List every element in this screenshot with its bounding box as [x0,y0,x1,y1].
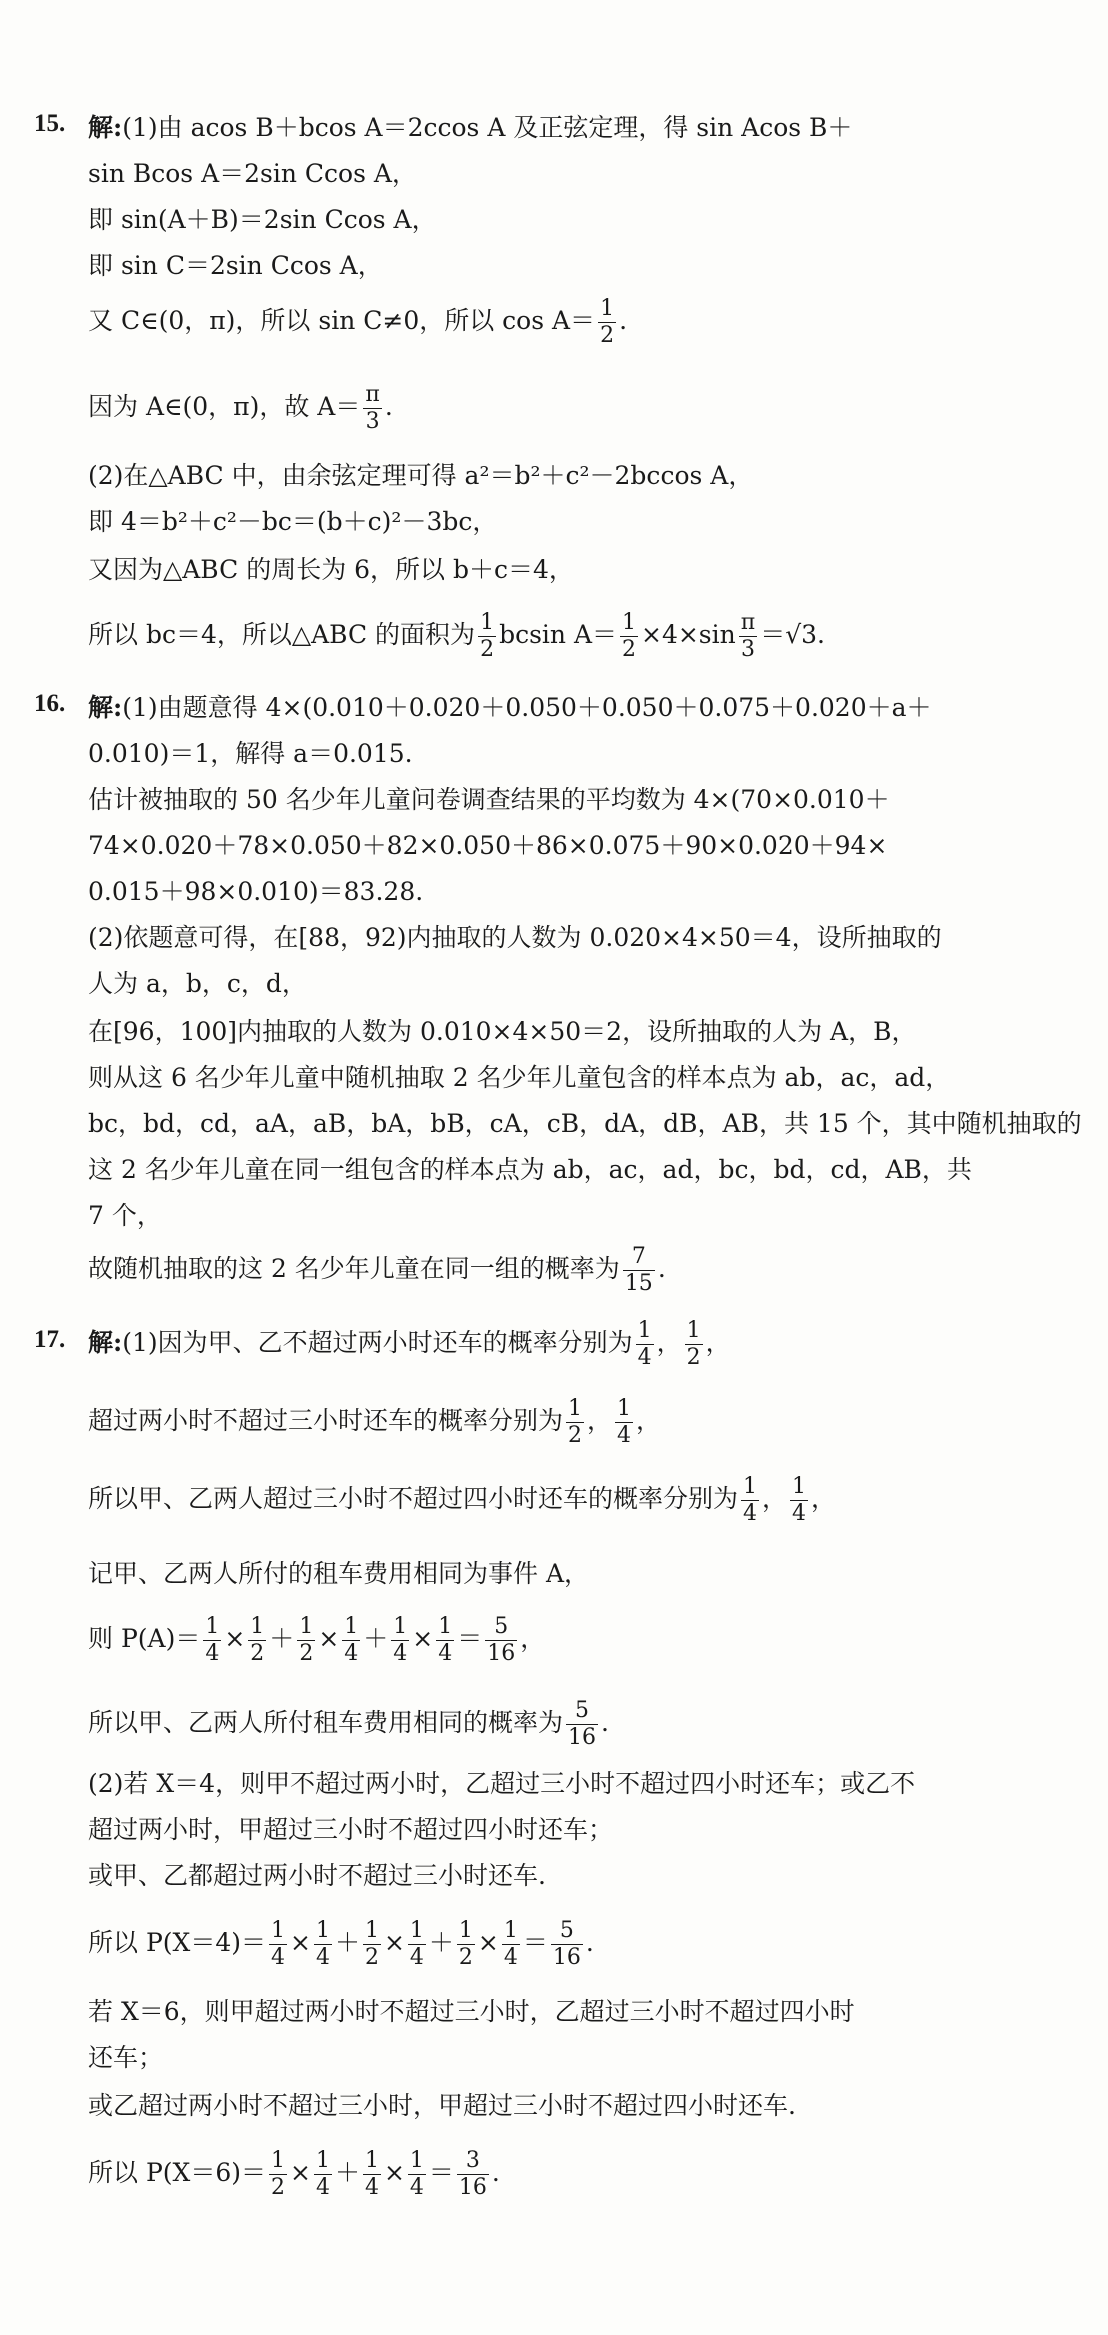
text-line: 所以 bc＝4，所以△ABC 的面积为 $\frac{1}{2}$ bcsin A＝ $\frac{1}{2}$ ×4×sin $\frac{\pi}{3}$ ＝√3. [88,610,825,662]
fraction: $\frac{5}{16}$ [568,1698,597,1750]
fraction: $\frac{1}{4}$ [743,1474,758,1526]
text-line: (2)依题意可得，在[88，92)内抽取的人数为 0.020×4×50＝4，设所抽取的 [88,923,942,952]
fraction: $\frac{1}{2}$ [364,1918,379,1970]
fraction: $\frac{1}{2}$ [686,1318,701,1370]
text-line: 所以甲、乙两人超过三小时不超过四小时还车的概率分别为 $\frac{1}{4}$ ， $\frac{1}{4}$ ， [88,1474,837,1526]
fraction: $\frac{1}{2}$ [299,1614,314,1666]
text-line: 超过两小时，甲超过三小时不超过四小时还车； [88,1815,614,1844]
fraction: $\frac{1}{4}$ [792,1474,807,1526]
text-line: 或甲、乙都超过两小时不超过三小时还车. [88,1861,546,1890]
fraction: $\frac{1}{4}$ [617,1396,632,1448]
fraction: $\frac{\pi}{3}$ [740,610,756,662]
text-line: 即 4＝b²＋c²－bc＝(b＋c)²－3bc， [88,507,498,536]
fraction: $\frac{5}{16}$ [487,1614,516,1666]
text-line: 超过两小时不超过三小时还车的概率分别为 $\frac{1}{2}$ ， $\frac{1}{4}$ ， [88,1396,662,1448]
fraction: $\frac{1}{4}$ [205,1614,220,1666]
text-line: 所以 P(X＝4)＝ $\frac{1}{4}$ × $\frac{1}{4}$ ＋ $\frac{1}{2}$ × $\frac{1}{4}$ ＋ $\frac{1}{2}$ × $\frac{1}{4}$ ＝ $\frac{5}{16}$ . [88,1918,594,1970]
fraction: $\frac{1}{4}$ [315,2148,330,2200]
fraction: $\frac{1}{2}$ [458,1918,473,1970]
fraction: $\frac{3}{16}$ [458,2148,487,2200]
text-line: 或乙超过两小时不超过三小时，甲超过三小时不超过四小时还车. [88,2091,796,2120]
fraction: $\frac{1}{2}$ [270,2148,285,2200]
text-line: 即 sin C＝2sin Ccos A， [88,251,383,280]
text-line: bc，bd，cd，aA，aB，bA，bB，cA，cB，dA，dB，AB，共 15 个，其中随机抽取的 [88,1109,1082,1138]
text-line: 解:(1)由 acos B＋bcos A＝2ccos A 及正弦定理，得 sin Acos B＋ [88,113,853,142]
fraction: $\frac{1}{4}$ [438,1614,453,1666]
text-line: 所以 P(X＝6)＝ $\frac{1}{2}$ × $\frac{1}{4}$ ＋ $\frac{1}{4}$ × $\frac{1}{4}$ ＝ $\frac{3}{16}$ . [88,2148,500,2200]
text-line: 人为 a，b，c，d， [88,969,307,998]
fraction: $\frac{1}{2}$ [622,610,636,662]
text-line: (2)在△ABC 中，由余弦定理可得 a²＝b²＋c²－2bccos A， [88,461,754,490]
text-line: 这 2 名少年儿童在同一组包含的样本点为 ab，ac，ad，bc，bd，cd，AB，共 [88,1155,972,1184]
fraction: $\frac{\pi}{3}$ [365,382,380,434]
fraction: $\frac{1}{4}$ [315,1918,330,1970]
fraction: $\frac{1}{2}$ [568,1396,583,1448]
problem-number: 16. [34,690,66,717]
text-line: 又 C∈(0，π)，所以 sin C≠0，所以 cos A＝ $\frac{1}{2}$ . [88,296,628,348]
text-line: 记甲、乙两人所付的租车费用相同为事件 A， [88,1559,590,1588]
text-line: 则从这 6 名少年儿童中随机抽取 2 名少年儿童包含的样本点为 ab，ac，ad， [88,1063,951,1092]
text-line: 0.015＋98×0.010)＝83.28. [88,877,424,906]
fraction: $\frac{5}{16}$ [552,1918,581,1970]
text-line: 0.010)＝1，解得 a＝0.015. [88,739,413,768]
fraction: $\frac{7}{15}$ [624,1244,653,1296]
problem-number: 15. [34,110,66,137]
fraction: $\frac{1}{2}$ [250,1614,265,1666]
text-line: 因为 A∈(0，π)，故 A＝ $\frac{\pi}{3}$ . [88,382,393,434]
text-line: 所以甲、乙两人所付租车费用相同的概率为 $\frac{5}{16}$ . [88,1698,609,1750]
fraction: $\frac{1}{4}$ [503,1918,518,1970]
text-line: 故随机抽取的这 2 名少年儿童在同一组的概率为 $\frac{7}{15}$ . [88,1244,666,1296]
text-line: 7 个， [88,1201,162,1230]
fraction: $\frac{1}{4}$ [637,1318,652,1370]
fraction: $\frac{1}{2}$ [480,610,495,662]
text-line: sin Bcos A＝2sin Ccos A， [88,159,417,188]
text-line: 则 P(A)＝ $\frac{1}{4}$ × $\frac{1}{2}$ ＋ $\frac{1}{2}$ × $\frac{1}{4}$ ＋ $\frac{1}{4}$ × $\frac{1}{4}$ ＝ $\frac{5}{16}$ ， [88,1614,546,1666]
text-line: 若 X＝6，则甲超过两小时不超过三小时，乙超过三小时不超过四小时 [88,1997,855,2026]
text-line: (2)若 X＝4，则甲不超过两小时，乙超过三小时不超过四小时还车；或乙不 [88,1769,916,1798]
text-line: 74×0.020＋78×0.050＋82×0.050＋86×0.075＋90×0.020＋94× [88,831,888,860]
fraction: $\frac{1}{4}$ [409,1918,424,1970]
text-line: 在[96，100]内抽取的人数为 0.010×4×50＝2，设所抽取的人为 A，B， [88,1017,917,1046]
fraction: $\frac{1}{4}$ [270,1918,285,1970]
fraction: $\frac{1}{4}$ [344,1614,359,1666]
text-line: 即 sin(A＋B)＝2sin Ccos A， [88,205,437,234]
fraction: $\frac{1}{4}$ [364,2148,379,2200]
text-line: 估计被抽取的 50 名少年儿童问卷调查结果的平均数为 4×(70×0.010＋ [88,785,890,814]
text-line: 解:(1)因为甲、乙不超过两小时还车的概率分别为 $\frac{1}{4}$ ， $\frac{1}{2}$ ， [88,1318,731,1370]
text-line: 又因为△ABC 的周长为 6，所以 b＋c＝4， [88,555,574,584]
problem-number: 17. [34,1326,66,1353]
fraction: $\frac{1}{2}$ [600,296,615,348]
text-line: 解:(1)由题意得 4×(0.010＋0.020＋0.050＋0.050＋0.075＋0.020＋a＋ [88,693,932,722]
fraction: $\frac{1}{4}$ [393,1614,408,1666]
text-line: 还车； [88,2043,164,2072]
fraction: $\frac{1}{4}$ [409,2148,424,2200]
